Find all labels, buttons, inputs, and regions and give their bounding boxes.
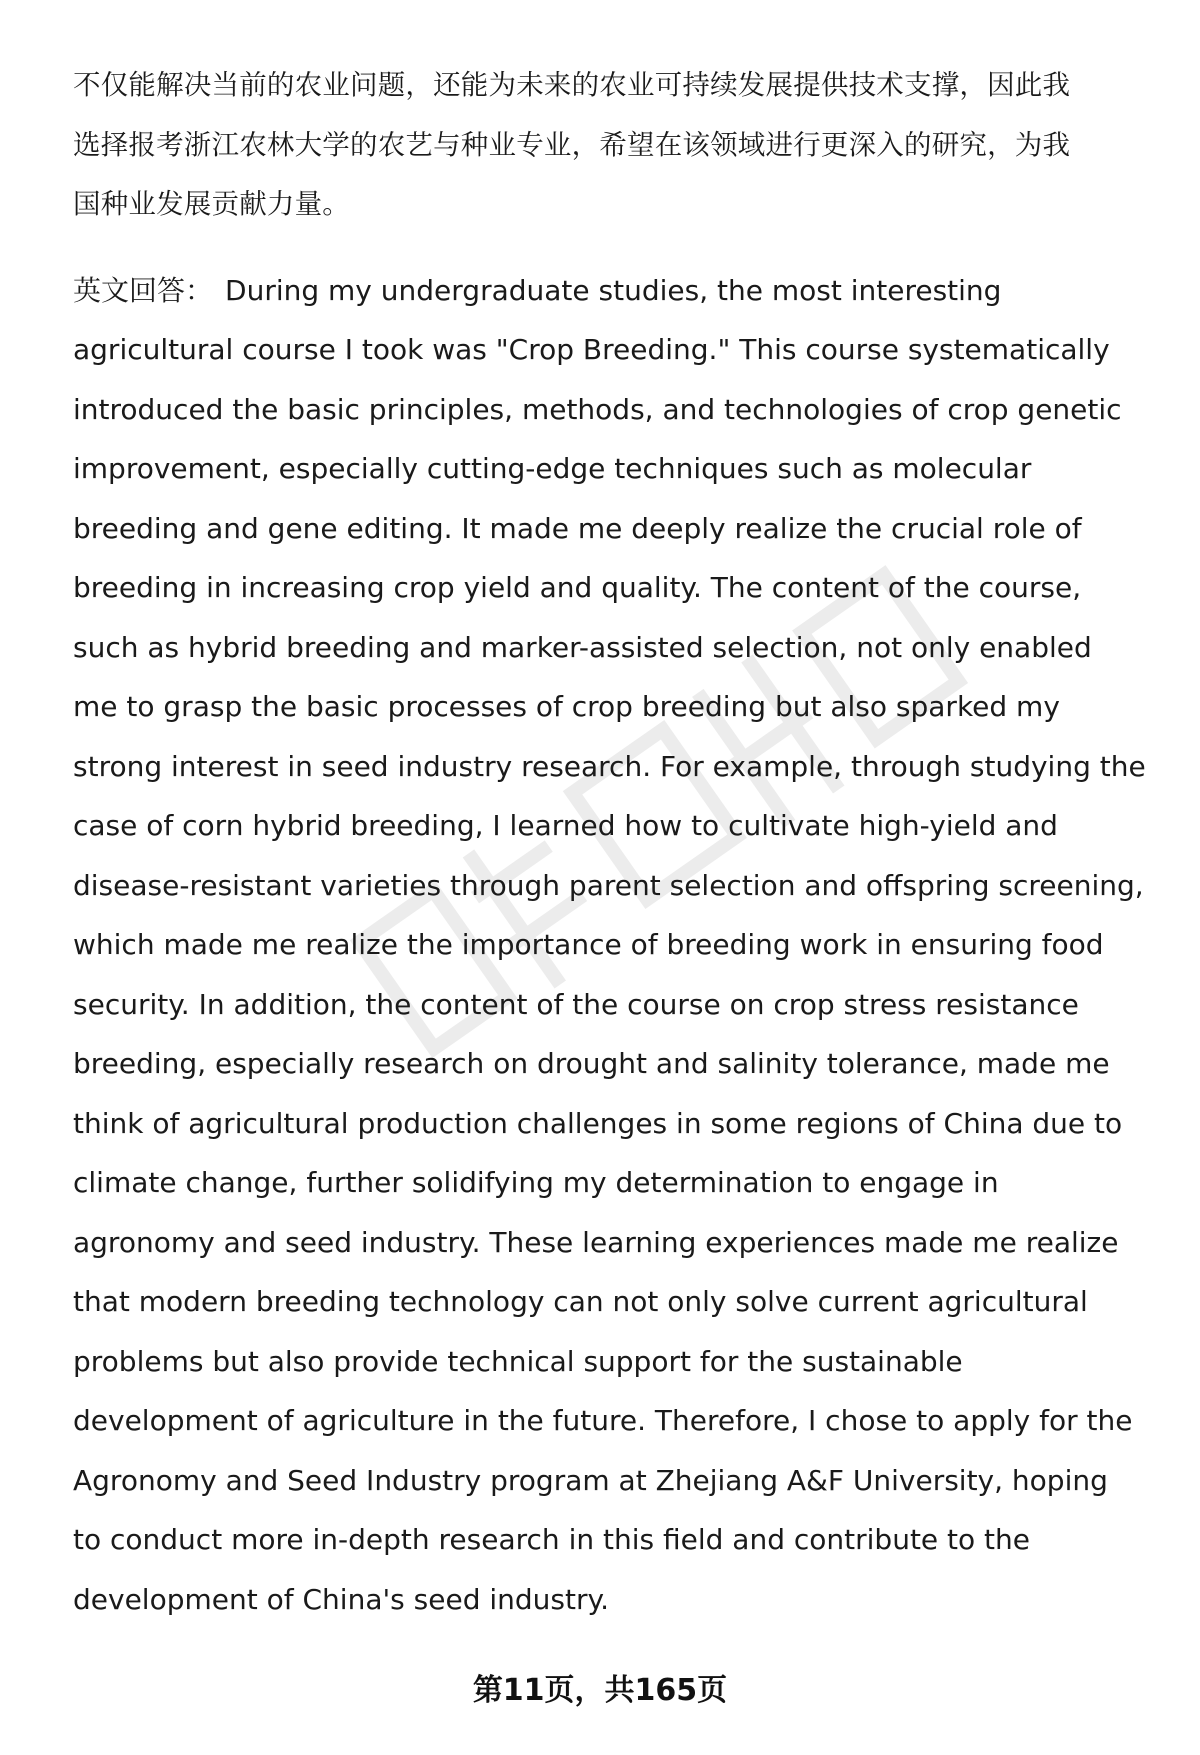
page-number-footer: 第11页，共165页 bbox=[472, 1673, 728, 1708]
text-line: agricultural course I took was "Crop Breeding." This course systematically bbox=[73, 333, 1110, 366]
document-page bbox=[73, 56, 1158, 1629]
text-line: 不仅能解决当前的农业问题，还能为未来的农业可持续发展提供技术支撑，因此我 bbox=[73, 69, 1071, 101]
text-line: me to grasp the basic processes of crop breeding but also sparked my bbox=[73, 690, 1060, 723]
text-line: agronomy and seed industry. These learning experiences made me realize bbox=[73, 1225, 1119, 1259]
text-line: security. In addition, the content of the course on crop stress resistance bbox=[73, 987, 1079, 1021]
text-line: development of China's seed industry. bbox=[73, 1582, 609, 1616]
text-line: breeding, especially research on drought and salinity tolerance, made me bbox=[73, 1047, 1110, 1080]
text-line bbox=[73, 261, 1158, 321]
text-line: strong interest in seed industry research. For example, through studying the bbox=[73, 749, 1146, 783]
text-line: breeding in increasing crop yield and quality. The content of the course, bbox=[73, 571, 1082, 604]
text-line: disease-resistant varieties through parent selection and offspring screening, bbox=[73, 868, 1144, 902]
text-line: improvement, especially cutting-edge techniques such as molecular bbox=[73, 452, 1032, 485]
text-line: 国种业发展贡献力量。 bbox=[73, 188, 350, 220]
english-answer-paragraph bbox=[73, 261, 1158, 1630]
text-line: breeding and gene editing. It made me deeply realize the crucial role of bbox=[73, 511, 1082, 545]
text-line: problems but also provide technical support for the sustainable bbox=[73, 1344, 963, 1378]
text-line: climate change, further solidifying my determination to engage in bbox=[73, 1166, 999, 1199]
text-line: Agronomy and Seed Industry program at Zhejiang A&F University, hoping bbox=[73, 1463, 1108, 1497]
text-line: think of agricultural production challenges in some regions of China due to bbox=[73, 1106, 1123, 1140]
text-line: introduced the basic principles, methods, and technologies of crop genetic bbox=[73, 392, 1122, 426]
text-line: that modern breeding technology can not only solve current agricultural bbox=[73, 1285, 1088, 1318]
text-line: development of agriculture in the future. Therefore, I chose to apply for the bbox=[73, 1404, 1133, 1437]
chinese-paragraph bbox=[73, 56, 1158, 235]
text-line: case of corn hybrid breeding, I learned how to cultivate high-yield and bbox=[73, 809, 1058, 842]
text-line: 选择报考浙江农林大学的农艺与种业专业，希望在该领域进行更深入的研究，为我 bbox=[73, 128, 1071, 161]
text-line: to conduct more in-depth research in this field and contribute to the bbox=[73, 1523, 1031, 1556]
text-line: which made me realize the importance of breeding work in ensuring food bbox=[73, 928, 1104, 961]
answer-label: 英文回答： bbox=[73, 273, 214, 307]
text-line: such as hybrid breeding and marker-assisted selection, not only enabled bbox=[73, 630, 1092, 664]
text-line-content: During my undergraduate studies, the most interesting bbox=[225, 273, 1002, 307]
